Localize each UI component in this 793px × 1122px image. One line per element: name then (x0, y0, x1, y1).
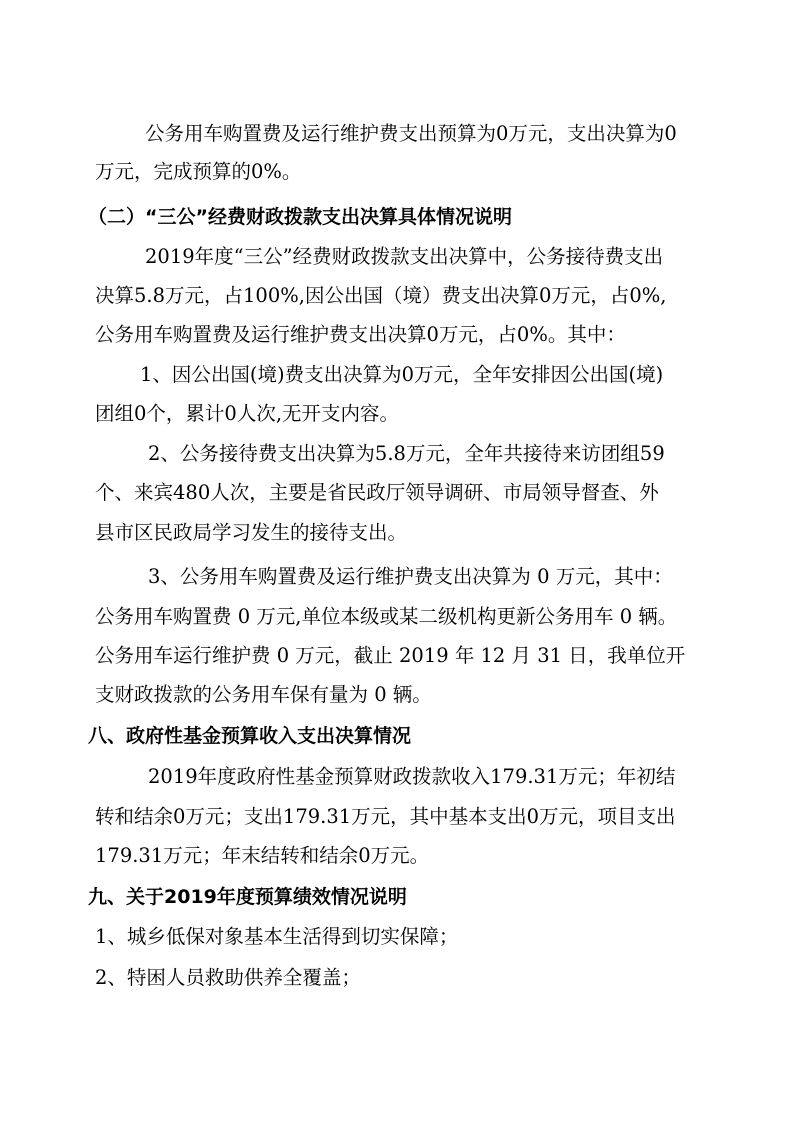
list-item: 1、城乡低保对象基本生活得到切实保障； (95, 925, 459, 948)
paragraph-line: 公务用车运行维护费 0 万元，截止 2019 年 12 月 31 日，我单位开 (95, 644, 686, 667)
list-item: 2、特困人员救助供养全覆盖； (95, 966, 361, 989)
paragraph-line: 支财政拨款的公务用车保有量为 0 辆。 (95, 683, 432, 706)
paragraph-line: 179.31万元；年末结转和结余0万元。 (95, 844, 430, 867)
section-heading: 九、关于2019年度预算绩效情况说明 (88, 886, 407, 908)
paragraph-line: 2019年度政府性基金预算财政拨款收入179.31万元；年初结 (148, 765, 676, 788)
paragraph-line: 决算5.8万元，占100%,因公出国（境）费支出决算0万元，占0%, (95, 284, 667, 307)
paragraph-line: 万元，完成预算的0%。 (95, 160, 302, 183)
paragraph-line: 县市区民政局学习发生的接待支出。 (95, 521, 408, 544)
paragraph-line: 2、公务接待费支出决算为5.8万元，全年共接待来访团组59 (148, 442, 665, 465)
paragraph-line: 转和结余0万元；支出179.31万元，其中基本支出0万元，项目支出 (95, 805, 676, 828)
paragraph-line: 个、来宾480人次，主要是省民政厅领导调研、市局领导督查、外 (95, 481, 659, 504)
paragraph-line: 2019年度“三公”经费财政拨款支出决算中，公务接待费支出 (145, 245, 664, 268)
paragraph-line: 1、因公出国(境)费支出决算为0万元，全年安排因公出国(境) (140, 363, 664, 386)
paragraph-line: 团组0个，累计0人次,无开支内容。 (95, 402, 400, 425)
section-heading: 八、政府性基金预算收入支出决算情况 (88, 725, 412, 747)
paragraph-line: 公务用车购置费及运行维护费支出预算为0万元，支出决算为0 (145, 122, 677, 145)
paragraph-line: 公务用车购置费及运行维护费支出决算0万元，占0%。其中： (95, 323, 626, 346)
paragraph-line: 3、公务用车购置费及运行维护费支出决算为 0 万元，其中： (148, 565, 673, 588)
section-heading: （二）“三公”经费财政拨款支出决算具体情况说明 (88, 206, 512, 228)
paragraph-line: 公务用车购置费 0 万元,单位本级或某二级机构更新公务用车 0 辆。 (95, 605, 678, 628)
